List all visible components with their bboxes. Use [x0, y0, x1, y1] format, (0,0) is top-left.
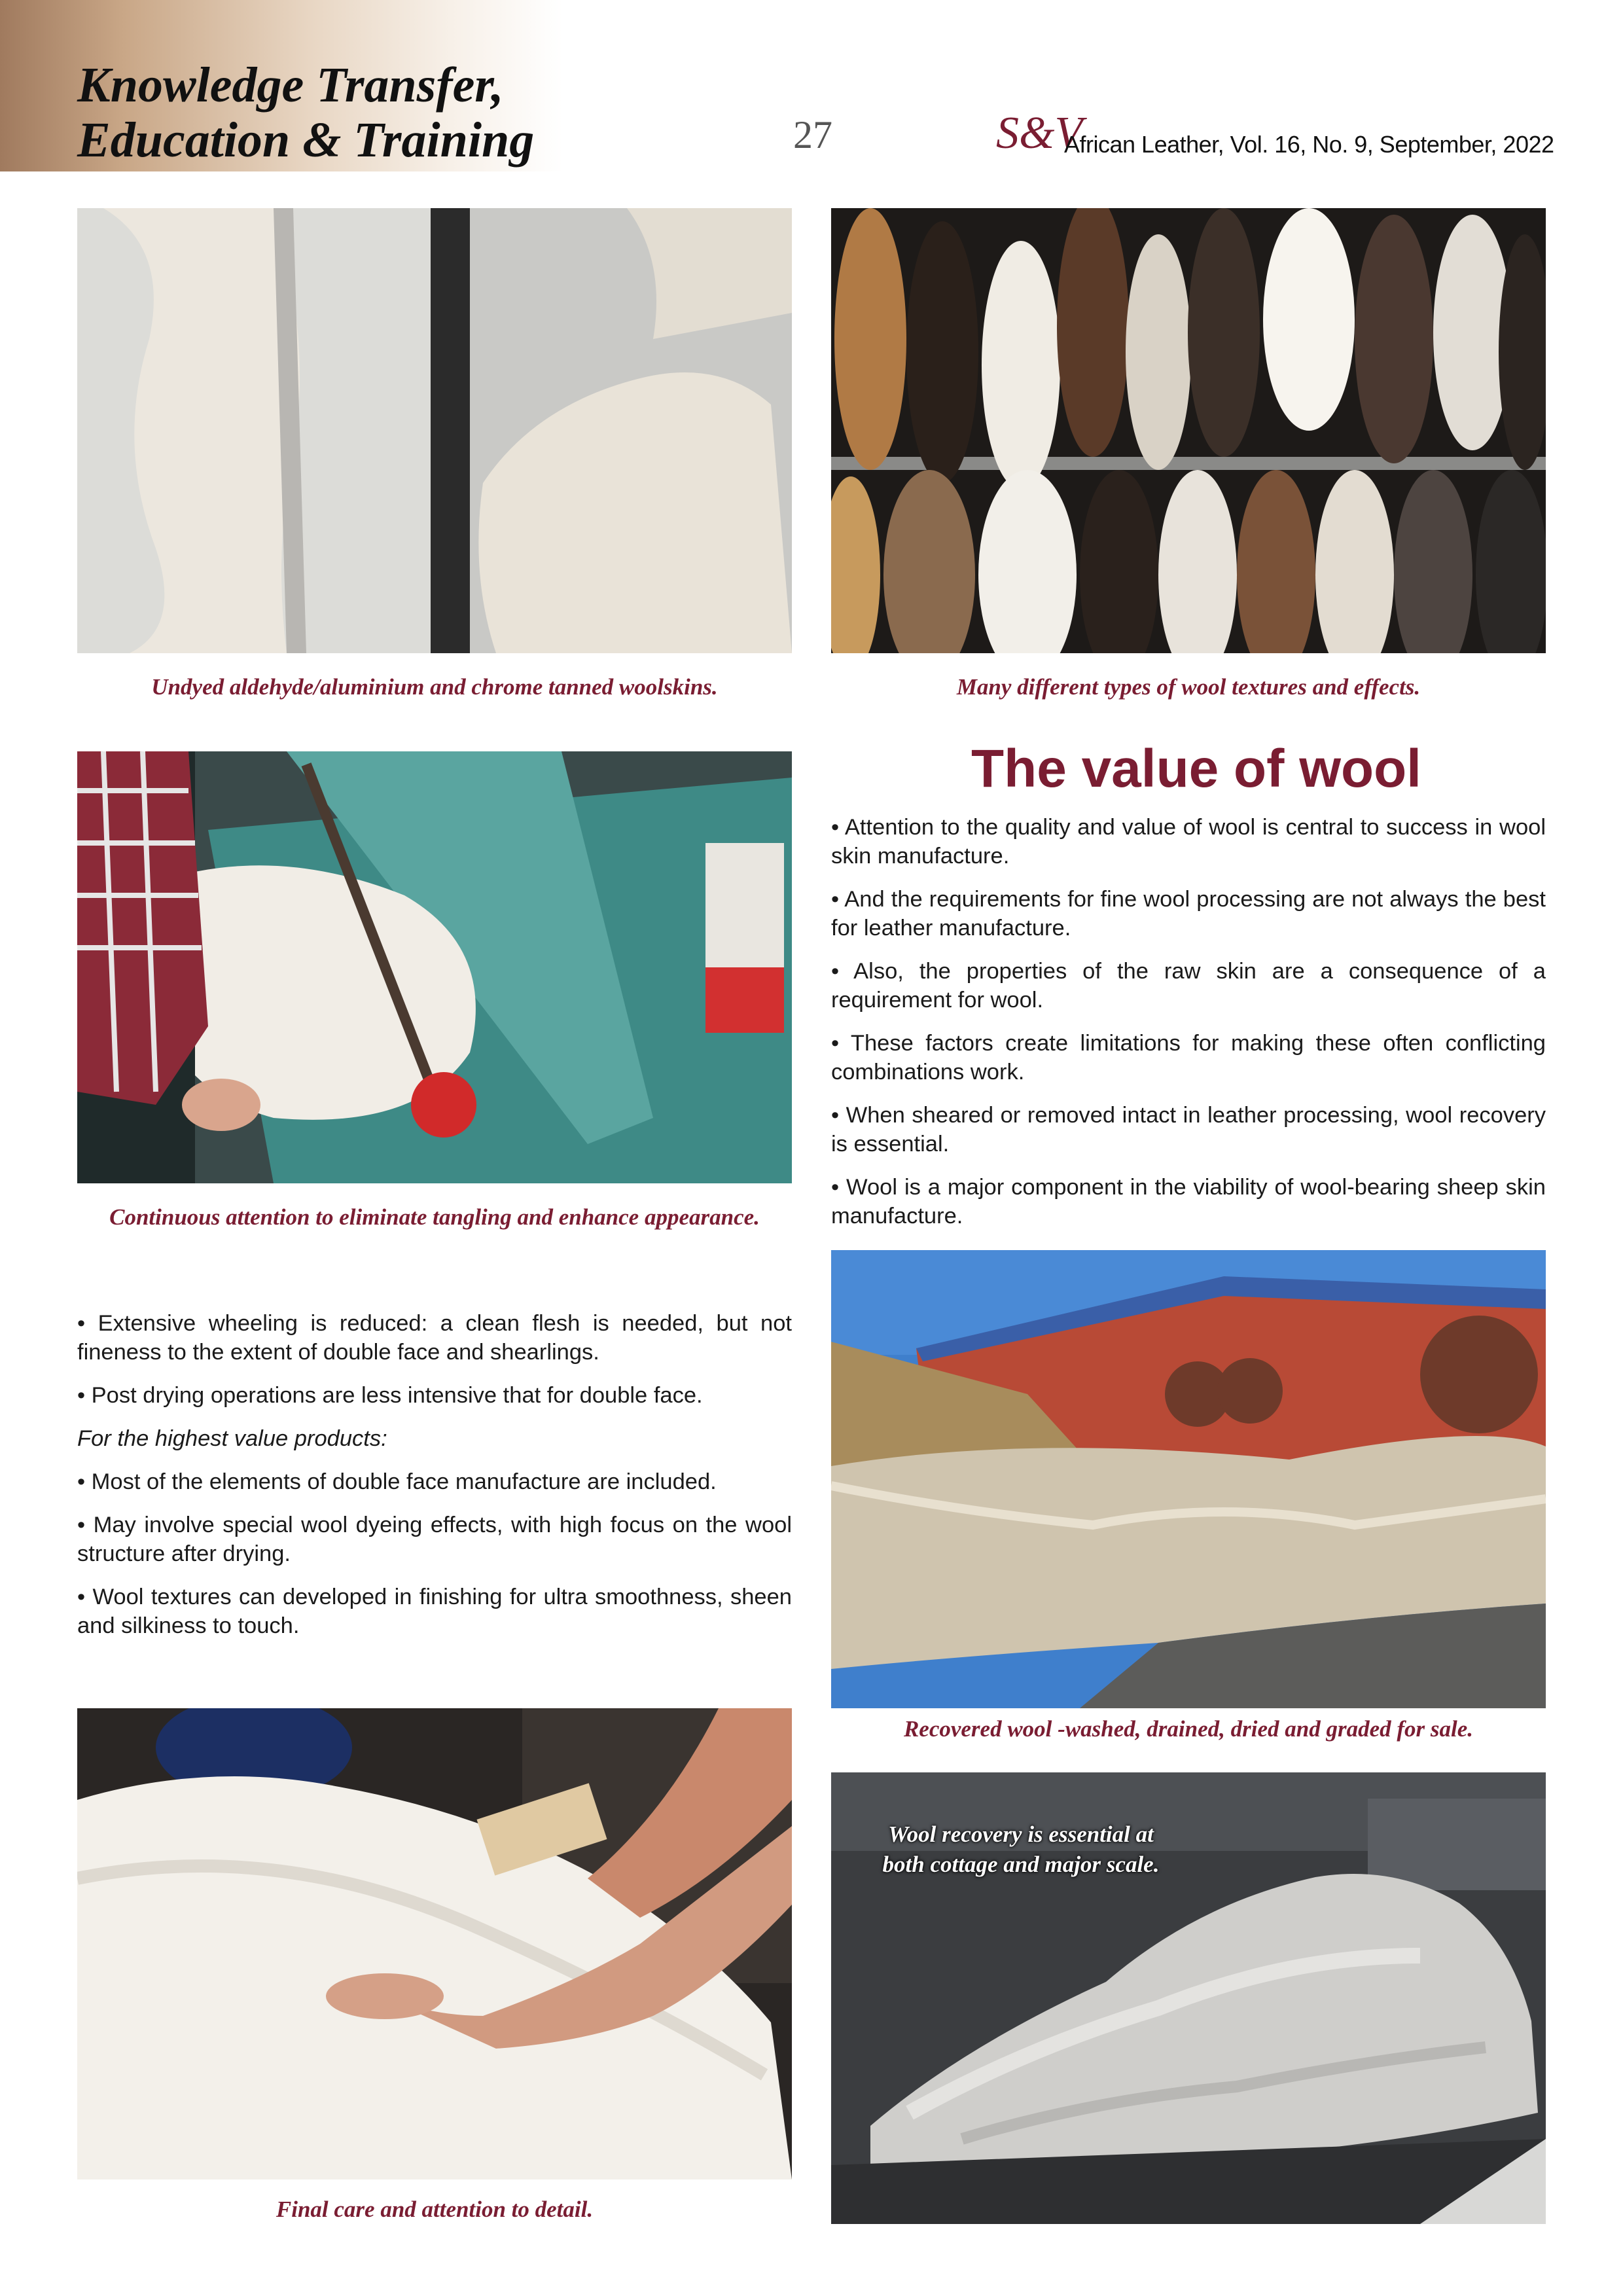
- recovered-wool-caption: Recovered wool -washed, drained, dried and graded for sale.: [903, 1716, 1474, 1742]
- wool-textures-photo: [831, 208, 1546, 653]
- page-number: 27: [793, 113, 832, 156]
- wool-pile-overlay-line2: both cottage and major scale.: [882, 1852, 1160, 1877]
- recovered-wool-photo: [831, 1250, 1546, 1708]
- section-title-line2: Education & Training: [77, 113, 535, 168]
- list-item: • Wool textures can developed in finishing for ultra smoothness, sheen and silkiness to touch.: [77, 1585, 792, 1638]
- list-item: • And the requirements for fine wool processing are not always the best for leather manufacture.: [831, 887, 1546, 941]
- list-item: • Wool is a major component in the viability of wool-bearing sheep skin manufacture.: [831, 1175, 1546, 1229]
- list-item: • May involve special wool dyeing effects, with high focus on the wool structure after drying.: [77, 1513, 792, 1566]
- journal-logo: S&V: [996, 108, 1083, 158]
- value-of-wool-list: [831, 813, 1546, 1245]
- value-of-wool-heading: The value of wool: [971, 739, 1421, 798]
- section-title: [77, 58, 575, 168]
- list-item: • Extensive wheeling is reduced: a clean flesh is needed, but not fineness to the extent of double face and shearlings.: [77, 1311, 792, 1365]
- wool-pile-overlay-line1: Wool recovery is essential at: [888, 1821, 1154, 1847]
- list-item: • Attention to the quality and value of wool is central to success in wool skin manufacture.: [831, 815, 1546, 869]
- wool-pile-overlay: [844, 1820, 1198, 1880]
- wool-machine-photo: [77, 751, 792, 1183]
- final-care-caption: Final care and attention to detail.: [276, 2197, 594, 2222]
- section-title-line1: Knowledge Transfer,: [77, 58, 504, 113]
- wool-textures-caption: Many different types of wool textures and effects.: [956, 674, 1421, 700]
- list-item: • Post drying operations are less intensive that for double face.: [77, 1383, 703, 1408]
- processing-notes: [77, 1309, 792, 1655]
- final-care-photo: [77, 1708, 792, 2179]
- list-item: • When sheared or removed intact in leather processing, wool recovery is essential.: [831, 1103, 1546, 1157]
- highest-value-subheading: For the highest value products:: [77, 1426, 387, 1451]
- list-item: • Most of the elements of double face manufacture are included.: [77, 1469, 717, 1494]
- wool-machine-caption: Continuous attention to eliminate tangling and enhance appearance.: [109, 1204, 760, 1230]
- journal-citation: African Leather, Vol. 16, No. 9, September, 2022: [1064, 131, 1554, 158]
- woolskins-caption: Undyed aldehyde/aluminium and chrome tanned woolskins.: [151, 674, 718, 700]
- list-item: • These factors create limitations for making these often conflicting combinations work.: [831, 1031, 1546, 1085]
- woolskins-photo: [77, 208, 792, 653]
- list-item: • Also, the properties of the raw skin are a consequence of a requirement for wool.: [831, 959, 1546, 1013]
